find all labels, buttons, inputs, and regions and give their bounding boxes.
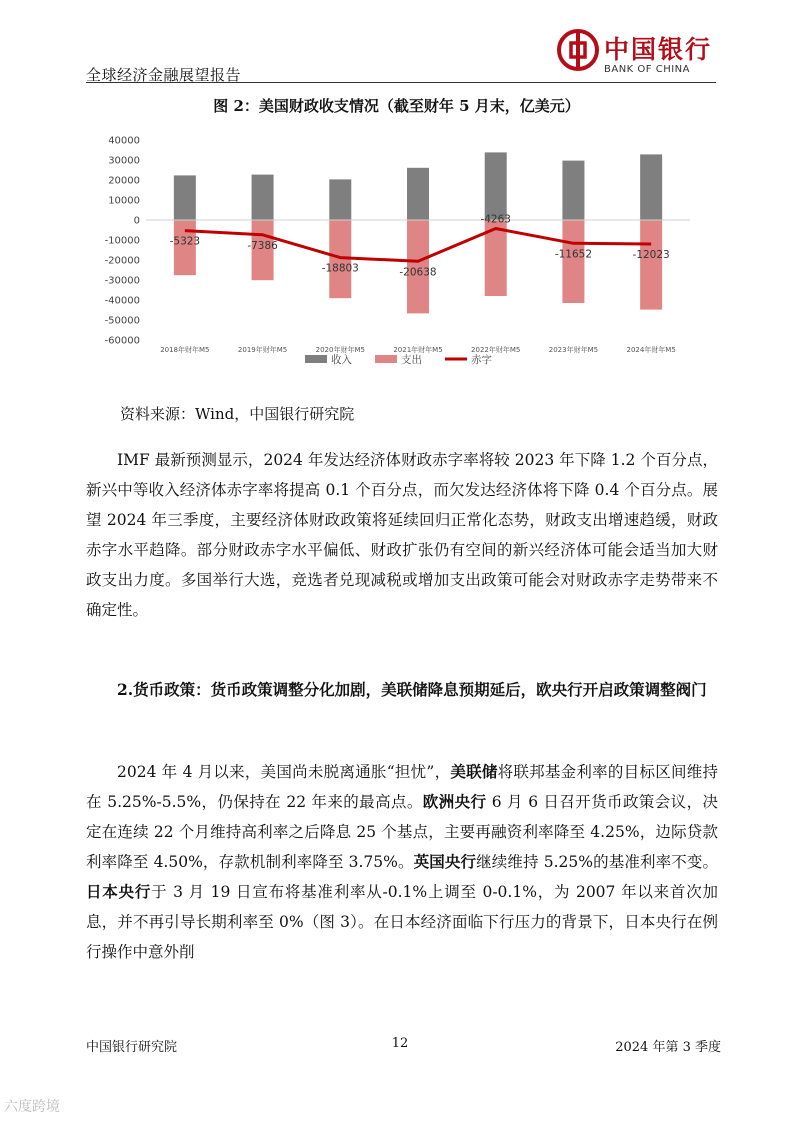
y-tick-label: 30000 <box>108 155 140 167</box>
deficit-data-label: -4263 <box>480 213 511 226</box>
y-tick-label: 10000 <box>108 195 140 207</box>
income-bar <box>562 161 584 220</box>
footer-quarter: 2024 年第 3 季度 <box>615 1040 721 1055</box>
logo-chinese-text: 中国银行 <box>604 35 713 64</box>
legend-label: 收入 <box>331 354 352 366</box>
y-tick-label: 40000 <box>108 135 140 147</box>
expenditure-bar <box>562 220 584 303</box>
y-tick-label: -10000 <box>104 235 140 247</box>
x-tick-label: 2020年财年M5 <box>315 346 365 354</box>
legend-label: 支出 <box>401 354 422 366</box>
legend-label: 赤字 <box>471 354 492 366</box>
watermark-text: 六度跨境 <box>4 1099 60 1115</box>
expenditure-bar <box>640 220 662 310</box>
income-bar <box>252 175 274 220</box>
fiscal-chart <box>100 130 700 370</box>
income-bar <box>407 168 429 220</box>
legend-swatch <box>375 355 397 363</box>
y-tick-label: -40000 <box>104 295 140 307</box>
text-run: 于 3 月 19 日宣布将基准利率从-0.1%上调至 0-0.1%，为 2007 年以来首次加息，并不再引导长期利率至 0%（图 3）。在日本经济面临下行压力的背景下，日本央行在例行操作中意外削 <box>86 883 718 961</box>
deficit-data-label: -7386 <box>247 239 278 252</box>
text-run: 将联邦基金利率的目标区间维持在 5.25%-5.5%，仍保持在 22 年来的最高点。 <box>86 763 718 811</box>
income-bar <box>485 152 507 220</box>
paragraph-imf-forecast: IMF 最新预测显示，2024 年发达经济体财政赤字率将较 2023 年下降 1.2 个百分点，新兴中等收入经济体赤字率将提高 0.1 个百分点，而欠发达经济体将下降 0.4 个百分点。展望 2024 年三季度，主要经济体财政政策将延续回归正常化态势，财政支出增速趋缓，财政赤字水平趋降。部分财政赤字水平偏低、财政扩张仍有空间的新兴经济体可能会适当加大财政支出力度。多国举行大选，竞选者兑现减税或增加支出政策可能会对财政赤字走势带来不确定性。 <box>86 451 718 619</box>
paragraph-monetary-policy <box>86 757 718 967</box>
deficit-data-label: -12023 <box>632 249 670 262</box>
bold-term-ecb: 欧洲央行 <box>422 792 487 811</box>
y-tick-label: -30000 <box>104 275 140 287</box>
income-bar <box>329 179 351 220</box>
y-tick-label: -60000 <box>104 335 140 347</box>
bold-term-boj: 日本央行 <box>86 882 152 901</box>
figure-source: 资料来源：Wind，中国银行研究院 <box>120 405 355 423</box>
figure-title: 图 2：美国财政收支情况（截至财年 5 月末，亿美元） <box>213 97 580 115</box>
x-tick-label: 2023年财年M5 <box>548 346 599 354</box>
income-bar <box>640 154 662 220</box>
report-title: 全球经济金融展望报告 <box>86 66 242 84</box>
bold-term-fed: 美联储 <box>450 762 498 781</box>
y-tick-label: -50000 <box>104 315 140 327</box>
deficit-data-label: -18803 <box>321 262 359 275</box>
bold-term-boe: 英国央行 <box>413 852 477 871</box>
income-bar <box>174 175 196 220</box>
x-tick-label: 2022年财年M5 <box>471 346 521 354</box>
footer-institute: 中国银行研究院 <box>86 1040 178 1055</box>
y-tick-label: -20000 <box>104 255 140 267</box>
y-tick-label: 0 <box>133 215 140 227</box>
y-tick-label: 20000 <box>108 175 140 187</box>
deficit-data-label: -20638 <box>399 266 437 279</box>
logo-english-text: BANK OF CHINA <box>604 64 690 75</box>
text-run: 2024 年 4 月以来，美国尚未脱离通胀“担忧”， <box>117 763 451 781</box>
x-tick-label: 2018年财年M5 <box>160 346 210 354</box>
deficit-data-label: -11652 <box>554 248 593 261</box>
text-run: 继续维持 5.25%的基准利率不变。 <box>476 853 718 871</box>
legend-swatch <box>305 355 327 363</box>
text-run: 6 月 6 日召开货币政策会议，决定在连续 22 个月维持高利率之后降息 25 个基点，主要再融资利率降至 4.25%，边际贷款利率降至 4.50%，存款机制利率降至 3.75%。 <box>86 793 718 871</box>
section-title-monetary-policy: 2.货币政策：货币政策调整分化加剧，美联储降息预期延后，欧央行开启政策调整阀门 <box>117 680 707 699</box>
x-tick-label: 2021年财年M5 <box>393 346 443 354</box>
x-tick-label: 2024年财年M5 <box>626 346 676 354</box>
deficit-data-label: -5323 <box>169 235 201 248</box>
x-tick-label: 2019年财年M5 <box>237 346 288 354</box>
header-divider <box>86 82 716 83</box>
page-number: 12 <box>391 1036 409 1051</box>
